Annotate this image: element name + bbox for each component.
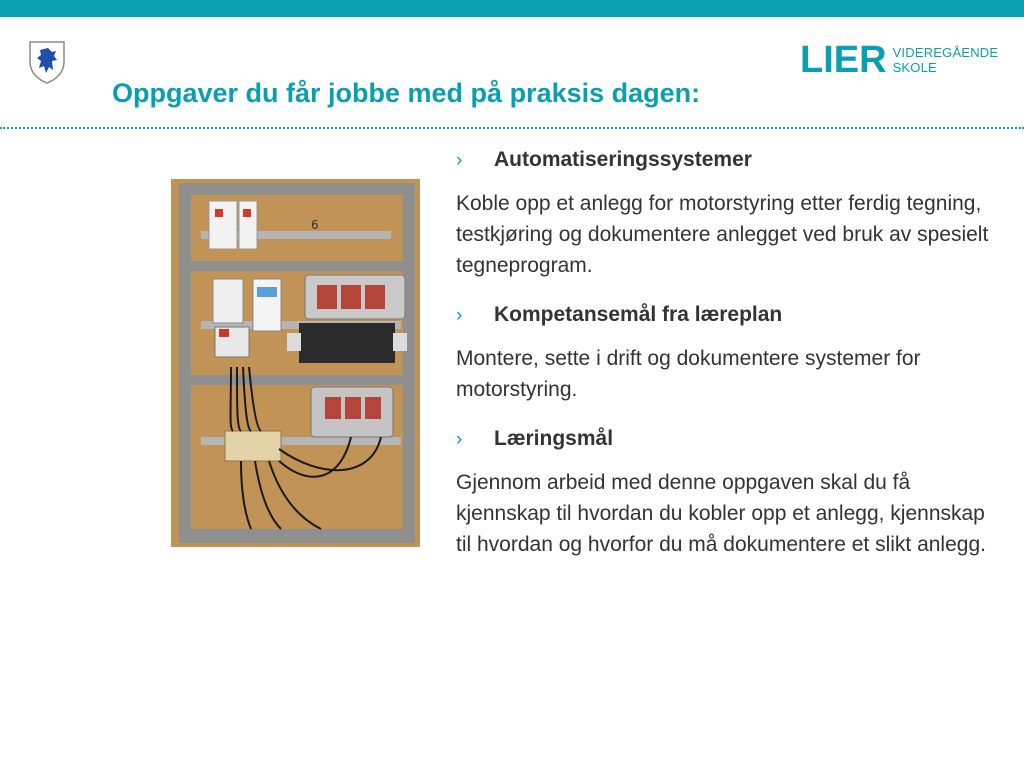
title-divider: [0, 127, 1024, 129]
section-text: Montere, sette i drift og dokumentere systemer for motorstyring.: [456, 347, 921, 401]
slide-content: [456, 144, 1001, 578]
logo-wordmark: LIER: [800, 39, 887, 81]
coat-of-arms-icon: [28, 40, 66, 84]
logo-subtitle-line1: VIDEREGÅENDE: [892, 45, 999, 60]
logo-subtitle-line2: SKOLE: [892, 60, 937, 75]
top-accent-bar: [0, 0, 1024, 17]
bullet-chevron-icon: ›: [456, 150, 463, 171]
bullet-heading: [456, 423, 1001, 455]
bullet-heading: [456, 299, 1001, 331]
control-panel-photo: [171, 179, 420, 547]
section-heading: Kompetansemål fra læreplan: [494, 303, 783, 326]
panel-number-label: 6: [311, 218, 319, 232]
section-heading: Læringsmål: [494, 427, 614, 450]
section-heading: Automatiseringssystemer: [494, 148, 752, 171]
bullet-chevron-icon: ›: [456, 429, 463, 450]
bullet-chevron-icon: ›: [456, 305, 463, 326]
school-logo: [800, 40, 998, 80]
section-text: Gjennom arbeid med denne oppgaven skal du få kjennskap til hvordan du kobler opp et anlegg, kjennskap til hvordan og hvorfor du må dokumentere et slikt anlegg.: [456, 471, 986, 556]
section-text: Koble opp et anlegg for motorstyring etter ferdig tegning, testkjøring og dokumentere anlegget ved bruk av spesielt tegneprogram.: [456, 192, 989, 277]
bullet-heading: [456, 144, 1001, 176]
slide-title: Oppgaver du får jobbe med på praksis dagen:: [112, 78, 701, 108]
logo-subtitle: [893, 45, 999, 75]
